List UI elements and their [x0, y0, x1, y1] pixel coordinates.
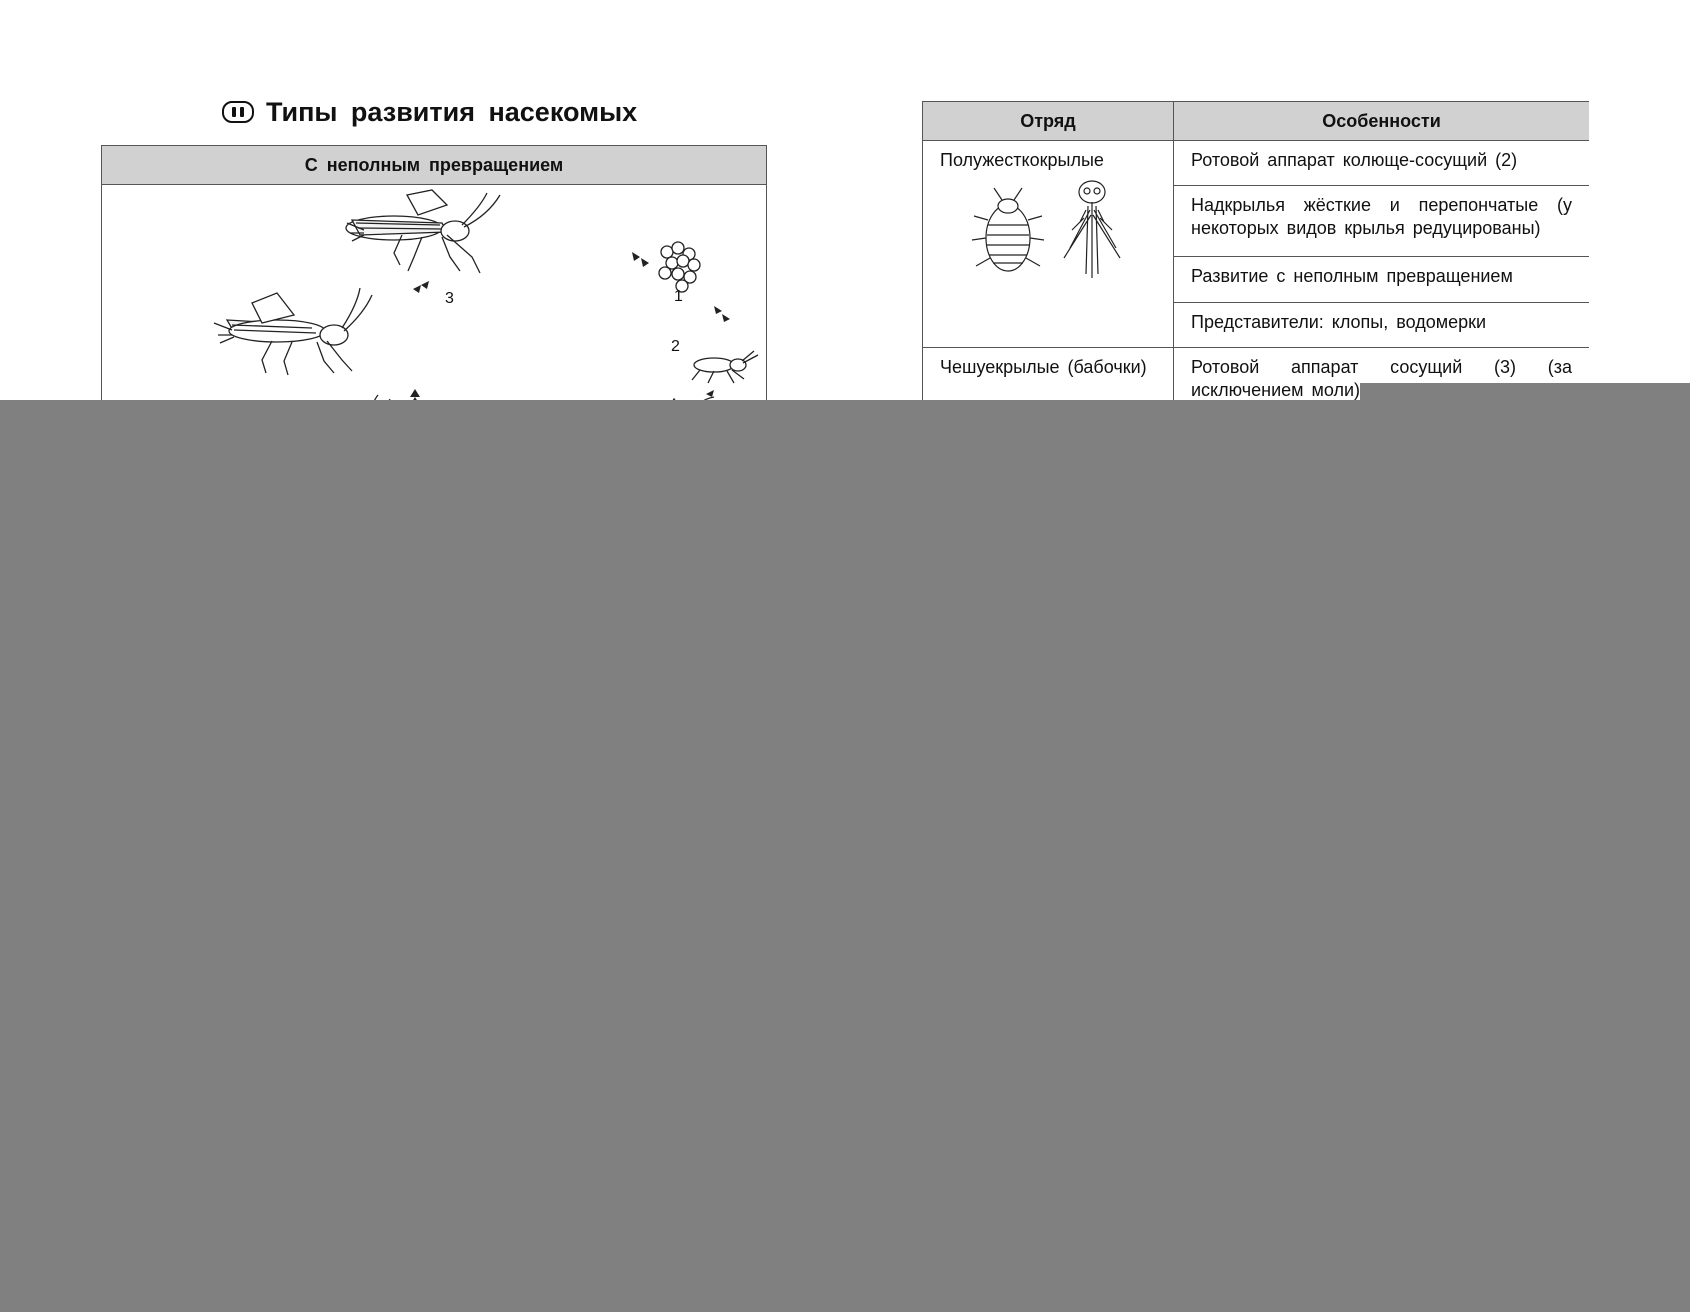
- nymph-grasshopper-image: [692, 351, 758, 383]
- adult-grasshopper-left-image: [214, 288, 372, 375]
- feature-cell: Развитие с неполным превращением: [1174, 257, 1590, 302]
- grasshopper-life-cycle-diagram: [102, 185, 767, 405]
- page-title: [222, 92, 637, 132]
- adult-grasshopper-top-image: [346, 190, 500, 273]
- bug-image: [972, 188, 1044, 271]
- insect-orders-table-wrap: [922, 101, 1589, 401]
- arrow-icon: [421, 281, 429, 289]
- panel-header: С неполным превращением: [102, 146, 766, 185]
- stage-label-1: 1: [674, 288, 683, 305]
- arrow-icon: [706, 390, 714, 397]
- order-cell: [923, 348, 1174, 402]
- table-row: [923, 141, 1590, 186]
- column-header-order: Отряд: [923, 102, 1174, 141]
- feature-cell: Надкрылья жёсткие и перепончатые (у некоторых видов крылья редуцированы): [1174, 186, 1590, 257]
- egg-cluster-image: [659, 242, 700, 292]
- gray-overlay-step: [1360, 383, 1690, 403]
- hemiptera-illustration: [960, 180, 1130, 290]
- arrow-icon: [410, 389, 420, 397]
- arrow-icon: [632, 252, 640, 261]
- arrow-icon: [413, 285, 421, 293]
- arrow-icon: [641, 258, 649, 267]
- feature-cell: Ротовой аппарат сосущий (3) (за исключением моли): [1174, 348, 1590, 402]
- column-header-features: Особенности: [1174, 102, 1590, 141]
- stage-label-2: 2: [671, 338, 680, 355]
- arrow-icon: [714, 306, 722, 314]
- stage-label-3: 3: [445, 290, 454, 307]
- incomplete-metamorphosis-panel: [101, 145, 767, 405]
- feature-cell: Представители: клопы, водомерки: [1174, 302, 1590, 347]
- table-header-row: [923, 102, 1590, 141]
- order-cell: [923, 141, 1174, 348]
- water-strider-image: [1064, 181, 1120, 278]
- order-name: Полужесткокрылые: [940, 150, 1104, 170]
- feature-cell: Ротовой аппарат колюще-сосущий (2): [1174, 141, 1590, 186]
- order-name: Чешуекрылые (бабочки): [940, 357, 1147, 377]
- arrow-icon: [722, 314, 730, 322]
- page-title-text: Типы развития насекомых: [266, 96, 638, 127]
- gray-overlay: [0, 400, 1690, 1312]
- insect-orders-table: [922, 101, 1589, 401]
- butterfly-illustration: [940, 387, 1120, 401]
- two-bars-badge-icon: [222, 101, 254, 123]
